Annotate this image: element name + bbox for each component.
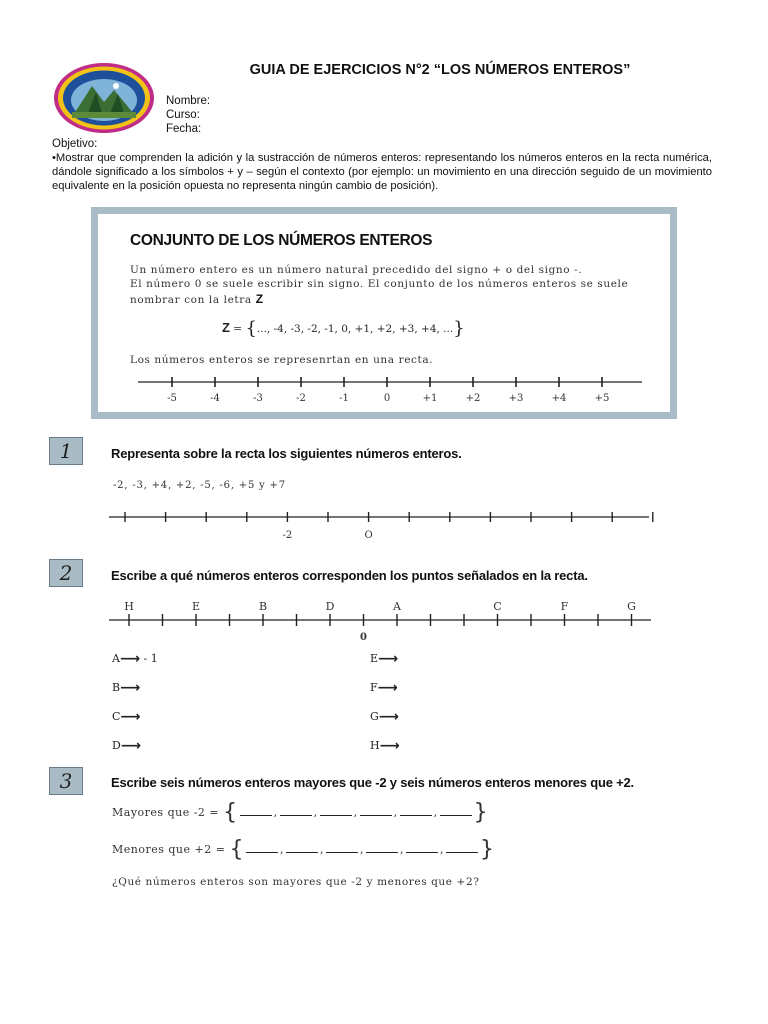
concept-box-title: CONJUNTO DE LOS NÚMEROS ENTEROS: [130, 232, 433, 249]
exercise-1-numbers: -2, -3, +4, +2, -5, -6, +5 y +7: [113, 480, 286, 491]
integers-letter: Z: [255, 292, 264, 306]
exercise-3-number: 3: [49, 767, 83, 795]
point-label: B: [258, 600, 268, 613]
number-line-label: -2: [282, 530, 293, 541]
point-label: D: [325, 600, 335, 613]
date-field-label: Fecha:: [166, 123, 202, 135]
number-line-label: +4: [551, 393, 567, 404]
number-line-label: +1: [422, 393, 438, 404]
point-label: H: [124, 600, 134, 613]
set-equals: =: [233, 323, 243, 335]
set-symbol: Z: [222, 320, 230, 335]
zero-label: 0: [360, 632, 367, 643]
concept-line-3: [130, 292, 264, 306]
exercise-1-title: Representa sobre la recta los siguientes números enteros.: [111, 446, 462, 461]
less-than-label: Menores que +2 =: [112, 843, 226, 856]
number-line-label: +5: [594, 393, 610, 404]
answer-row-c[interactable]: C⟶: [112, 709, 141, 725]
greater-blank-1[interactable]: [240, 805, 272, 816]
school-logo-icon: [52, 62, 156, 134]
concept-line-4: Los números enteros se represenrtan en una recta.: [130, 354, 434, 366]
set-elements: ..., -4, -3, -2, -1, 0, +1, +2, +3, +4, ...: [256, 323, 454, 335]
exercise-3-question: ¿Qué números enteros son mayores que -2 y menores que +2?: [112, 876, 480, 888]
objective-text: •Mostrar que comprenden la adición y la sustracción de números enteros: representando los números enteros en la recta numérica, dándole significado a los símbolos + y – según el contexto (por ejemplo: un movimiento en una dirección seguido de un movimiento equivalente en la posición opuesta no representa ningún cambio de posición).: [52, 152, 712, 192]
exercise-1-number: 1: [49, 437, 83, 465]
number-line-label: -1: [339, 393, 349, 404]
concept-line-3-text: nombrar con la letra: [130, 294, 252, 306]
page-title: GUIA DE EJERCICIOS N°2 “LOS NÚMEROS ENTEROS”: [249, 62, 631, 78]
number-line-label: O: [364, 530, 373, 541]
answer-row-f[interactable]: F⟶: [370, 680, 398, 696]
greater-blank-6[interactable]: [440, 805, 472, 816]
integers-set: Z = {..., -4, -3, -2, -1, 0, +1, +2, +3, +4, ...}: [222, 318, 465, 339]
answer-row-d[interactable]: D⟶: [112, 738, 141, 754]
answer-a: - 1: [143, 652, 158, 665]
number-line-label: -3: [253, 393, 263, 404]
course-field-label: Curso:: [166, 109, 200, 121]
point-label: E: [191, 600, 201, 613]
number-line-label: +3: [508, 393, 524, 404]
objective-label: Objetivo:: [52, 138, 98, 150]
less-blank-1[interactable]: [246, 842, 278, 853]
concept-line-1: Un número entero es un número natural precedido del signo + o del signo -.: [130, 264, 583, 276]
exercise-3-title: Escribe seis números enteros mayores que -2 y seis números enteros menores que +2.: [111, 775, 634, 790]
less-blank-3[interactable]: [326, 842, 358, 853]
concept-line-2: El número 0 se suele escribir sin signo. El conjunto de los números enteros se suele: [130, 278, 629, 290]
name-field-label: Nombre:: [166, 95, 211, 107]
point-label: G: [627, 600, 636, 613]
answer-row-g[interactable]: G⟶: [370, 709, 399, 725]
point-label: F: [560, 600, 569, 613]
exercise-2-number-line: [105, 598, 655, 646]
point-label: A: [393, 600, 401, 613]
greater-blank-3[interactable]: [320, 805, 352, 816]
exercise-2-number: 2: [49, 559, 83, 587]
number-line-label: -5: [167, 393, 177, 404]
answer-row-b[interactable]: B⟶: [112, 680, 141, 696]
exercise-1-number-line[interactable]: [105, 505, 655, 545]
number-line-label: 0: [383, 393, 391, 404]
number-line-label: -2: [296, 393, 306, 404]
answer-row-h[interactable]: H⟶: [370, 738, 400, 754]
number-line-label: -4: [210, 393, 220, 404]
greater-blank-4[interactable]: [360, 805, 392, 816]
greater-than-row: Mayores que -2 = { , , , , , }: [112, 800, 489, 825]
point-label: C: [493, 600, 502, 613]
exercise-2-title: Escribe a qué números enteros corresponden los puntos señalados en la recta.: [111, 568, 588, 583]
greater-blank-2[interactable]: [280, 805, 312, 816]
answer-row-e[interactable]: E⟶: [370, 651, 399, 667]
number-line-label: +2: [465, 393, 481, 404]
greater-blank-5[interactable]: [400, 805, 432, 816]
less-blank-5[interactable]: [406, 842, 438, 853]
less-blank-2[interactable]: [286, 842, 318, 853]
less-blank-4[interactable]: [366, 842, 398, 853]
concept-number-line: [130, 370, 650, 410]
less-blank-6[interactable]: [446, 842, 478, 853]
less-than-row: Menores que +2 = { , , , , , }: [112, 837, 495, 862]
greater-than-label: Mayores que -2 =: [112, 806, 220, 819]
answer-row-a[interactable]: A⟶ - 1: [112, 651, 158, 667]
